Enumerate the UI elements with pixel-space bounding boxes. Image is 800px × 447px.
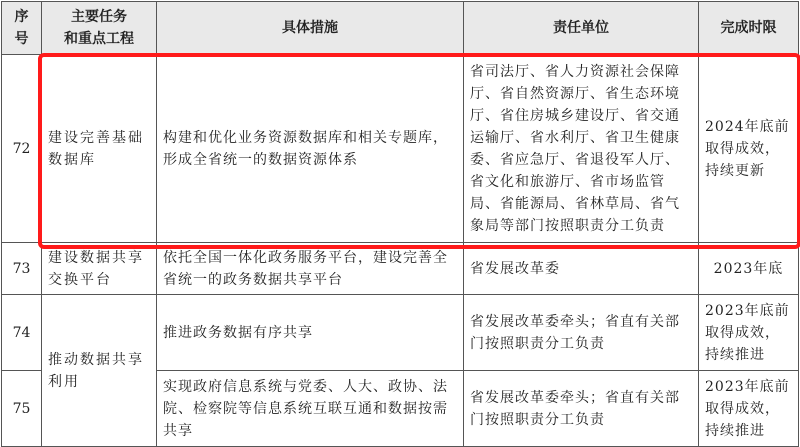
header-no: 序号 (2, 2, 42, 55)
row-time: 2023年底 (699, 243, 799, 295)
row-task: 建设数据共享交换平台 (42, 243, 157, 295)
task-table (1, 1, 799, 447)
row-task: 推动数据共享利用 (42, 295, 157, 447)
row-time: 2023年底前取得成效，持续推进 (699, 295, 799, 371)
row-measure: 构建和优化业务资源数据库和相关专题库，形成全省统一的数据资源体系 (157, 55, 464, 243)
header-task-line2: 和重点工程 (64, 31, 134, 47)
row-number: 74 (2, 295, 42, 371)
header-row (2, 2, 799, 55)
row-measure: 推进政务数据有序共享 (157, 295, 464, 371)
row-task: 建设完善基础数据库 (42, 55, 157, 243)
header-time: 完成时限 (699, 2, 799, 55)
row-unit: 省发展改革委牵头；省直有关部门按照职责分工负责 (464, 371, 699, 447)
row-unit: 省发展改革委牵头；省直有关部门按照职责分工负责 (464, 295, 699, 371)
header-task-line1: 主要任务 (71, 9, 127, 25)
header-measure: 具体措施 (157, 2, 464, 55)
row-unit: 省司法厅、省人力资源社会保障厅、省自然资源厅、省生态环境厅、省住房城乡建设厅、省交通运输厅、省水利厅、省卫生健康委、省应急厅、省退役军人厅、省文化和旅游厅、省市场监管局、省能源局、省林草局、省气象局等部门按照职责分工负责 (464, 55, 699, 243)
row-time: 2024年底前取得成效，持续更新 (699, 55, 799, 243)
row-measure: 实现政府信息系统与党委、人大、政协、法院、检察院等信息系统互联互通和数据按需共享 (157, 371, 464, 447)
table-row (2, 243, 799, 295)
table-row (2, 55, 799, 243)
table-row (2, 295, 799, 371)
header-task (42, 2, 157, 55)
row-number: 75 (2, 371, 42, 447)
header-unit: 责任单位 (464, 2, 699, 55)
row-number: 72 (2, 55, 42, 243)
row-measure: 依托全国一体化政务服务平台，建设完善全省统一的政务数据共享平台 (157, 243, 464, 295)
row-number: 73 (2, 243, 42, 295)
row-time: 2023年底前取得成效，持续推进 (699, 371, 799, 447)
row-unit: 省发展改革委 (464, 243, 699, 295)
